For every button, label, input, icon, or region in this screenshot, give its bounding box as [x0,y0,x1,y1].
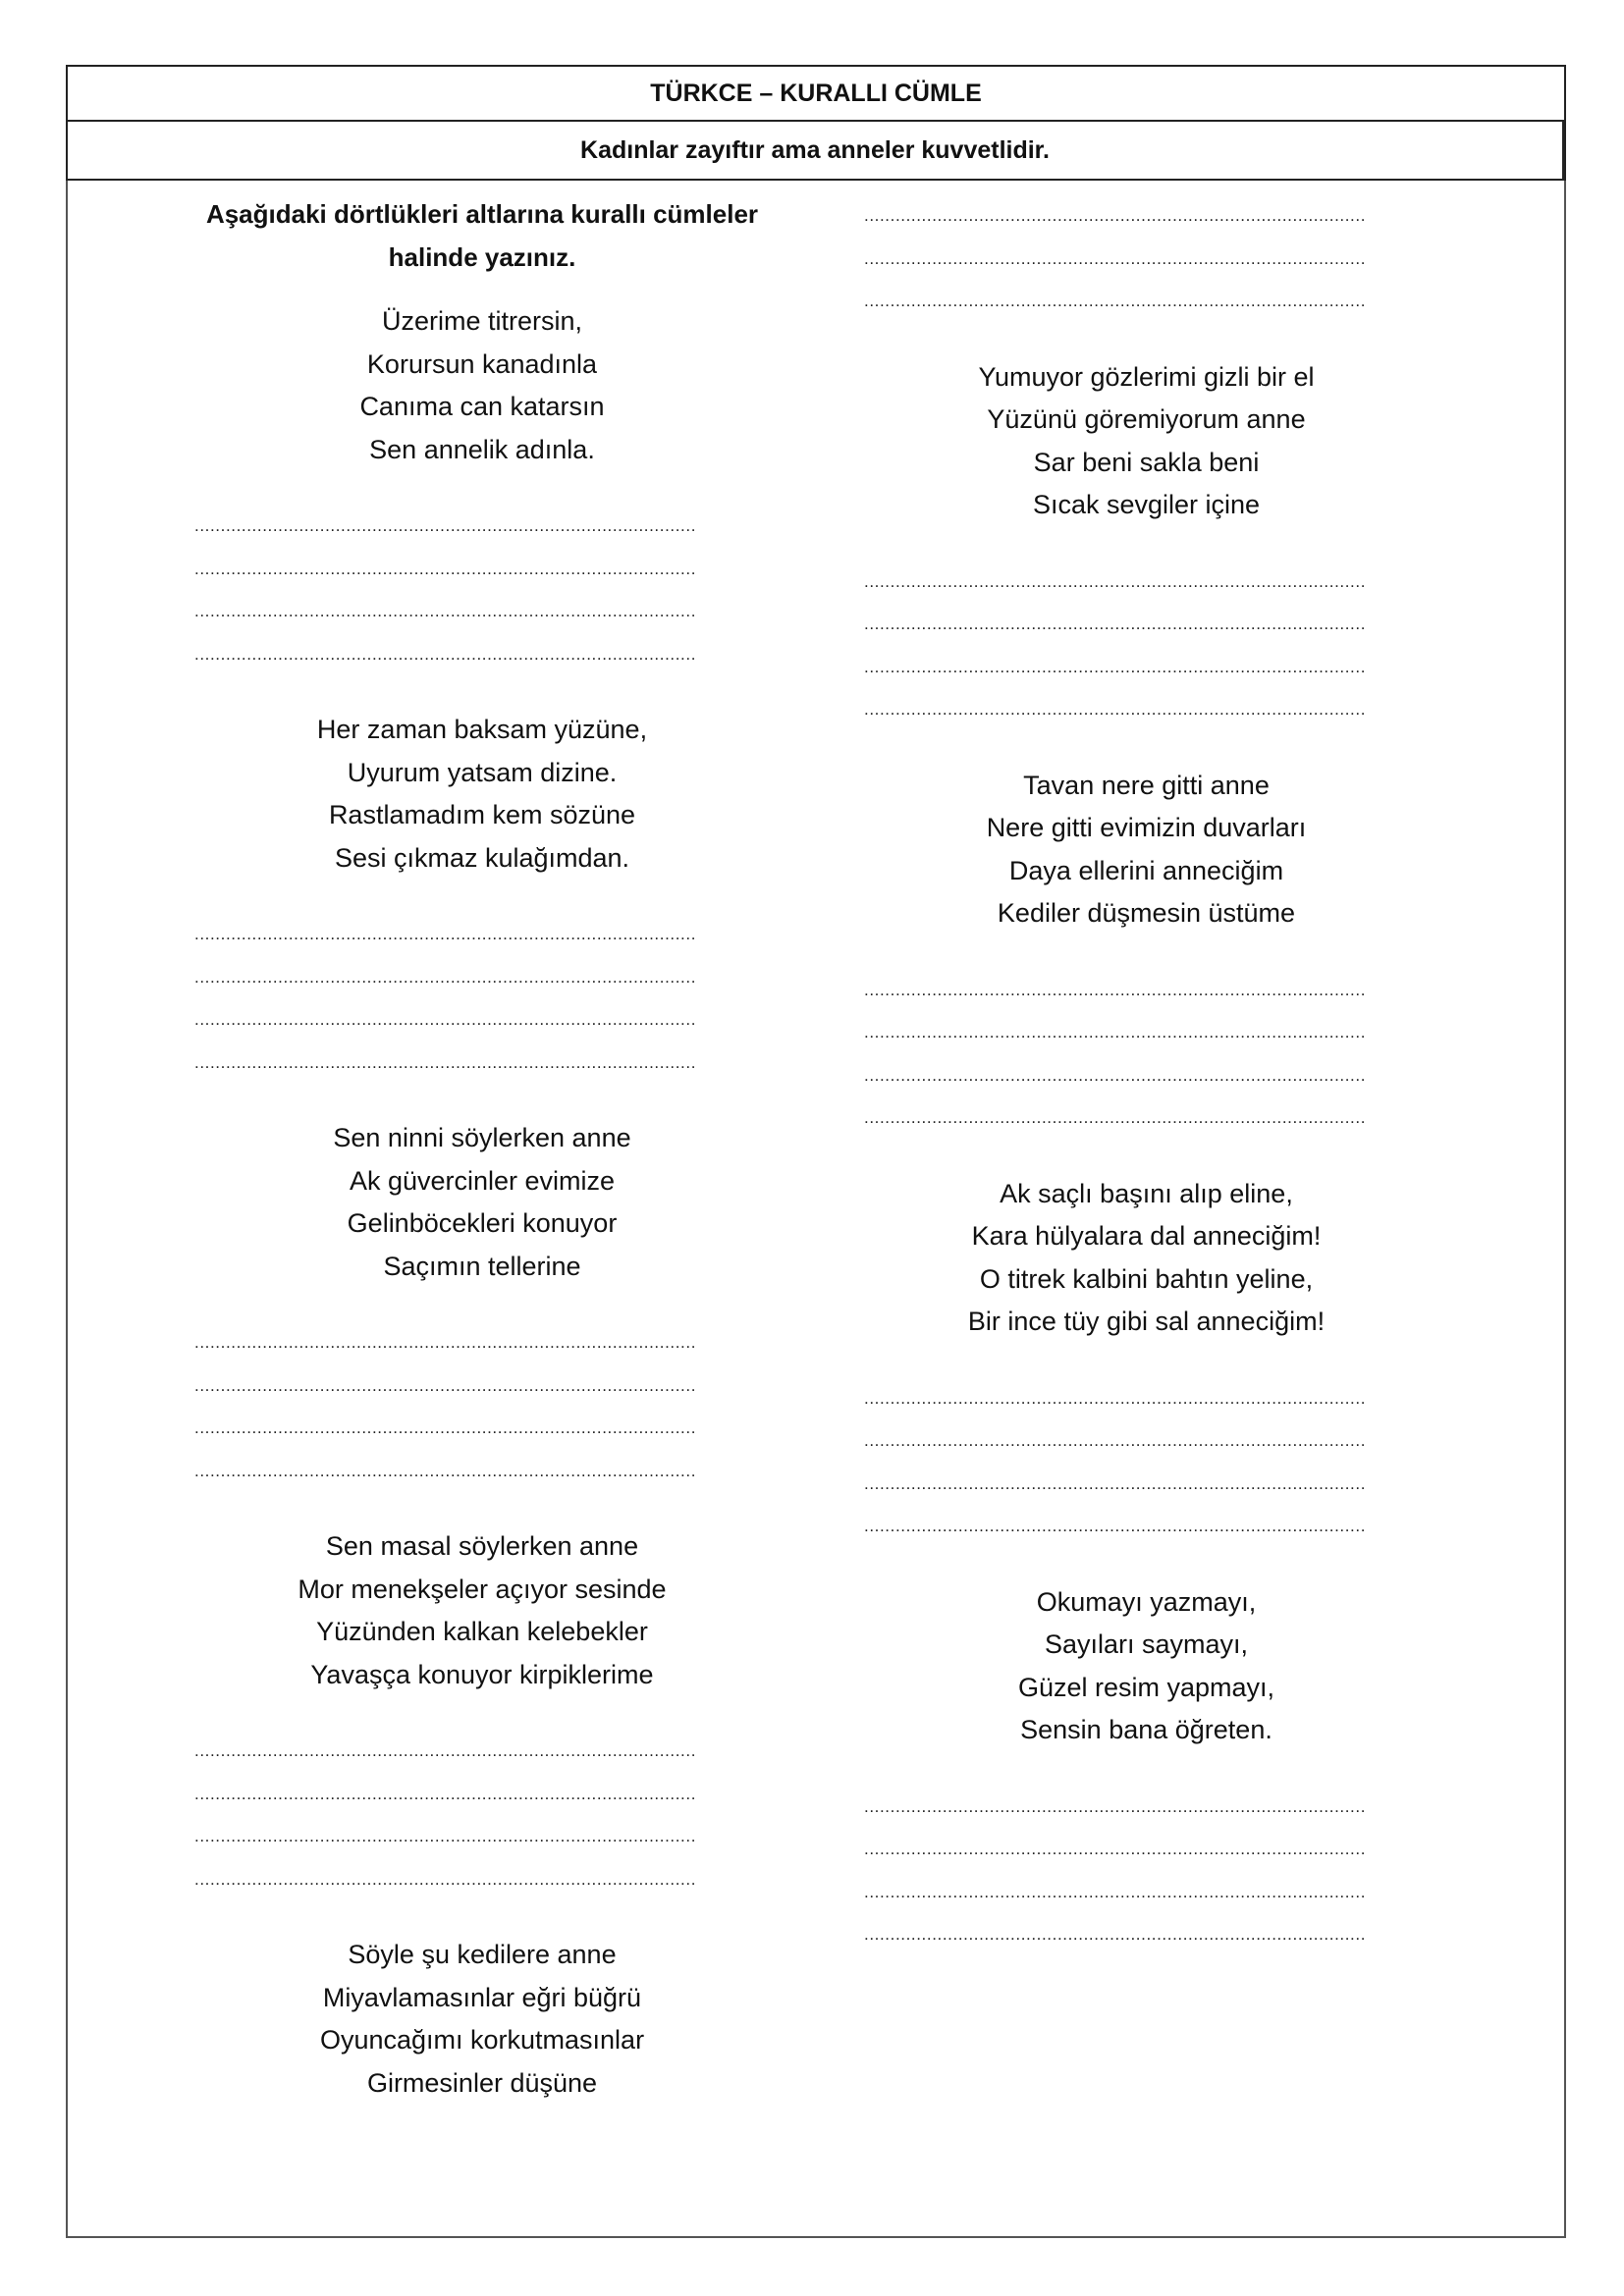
worksheet-title: TÜRKCE – KURALLI CÜMLE [66,65,1566,121]
answer-lines[interactable] [864,969,1429,1140]
poem-line: Sar beni sakla beni [1033,447,1260,477]
poem-line: Okumayı yazmayı, [1036,1586,1257,1617]
poem-line: Uyurum yatsam dizine. [347,757,618,787]
poem-line: Ak güvercinler evimize [349,1165,616,1196]
answer-line[interactable]: ................................................................................................ [194,559,697,578]
answer-line[interactable]: ................................................................................................ [194,925,697,943]
poem-line: Saçımın tellerine [383,1251,581,1281]
poem-left-1 [194,300,770,471]
poem-line: Güzel resim yapmayı, [1017,1672,1275,1702]
answer-lines[interactable] [864,1377,1429,1548]
answer-line[interactable]: ................................................................................................ [864,1925,1367,1944]
answer-line[interactable]: ................................................................................................ [864,1517,1367,1535]
answer-line[interactable]: ................................................................................................ [864,1108,1367,1127]
answer-lines[interactable] [194,505,770,675]
answer-line[interactable]: ................................................................................................ [194,1052,697,1072]
answer-line[interactable]: ................................................................................................ [864,700,1367,719]
poem-line: Bir ince tüy gibi sal anneciğim! [967,1307,1326,1336]
poem-left-3 [194,1117,770,1288]
poem-line: Yavaşça konuyor kirpiklerime [310,1659,654,1689]
answer-line[interactable]: ................................................................................................ [864,206,1367,225]
answer-line[interactable]: ................................................................................................ [194,1375,697,1395]
worksheet-subtitle: Kadınlar zayıftır ama anneler kuvvetlidir. [66,120,1566,181]
answer-line[interactable]: ................................................................................................ [864,1388,1367,1408]
answer-line[interactable]: ................................................................................................ [194,967,697,987]
poem-line: Mor menekşeler açıyor sesinde [298,1574,667,1604]
poem-line: Üzerime titrersin, [381,306,583,336]
answer-lines[interactable] [194,1321,770,1492]
poem-line: Her zaman baksam yüzüne, [316,715,648,744]
answer-lines[interactable] [194,913,770,1084]
poem-line: Sıcak sevgiler içine [1032,490,1261,519]
poem-line: Daya ellerini anneciğim [1008,855,1284,885]
instruction-line-1: Aşağıdaki dörtlükleri altlarına kurallı cümleler [205,199,759,229]
answer-line[interactable]: ................................................................................................ [864,1796,1367,1816]
poem-line: Gelinböcekleri konuyor [347,1208,618,1238]
answer-lines[interactable] [194,1730,770,1900]
poem-line: Sen annelik adınla. [369,434,595,464]
poem-line: Canıma can katarsın [359,392,605,421]
poem-line: Ak saçlı başını alıp eline, [1000,1178,1293,1208]
poem-line: Sensin bana öğreten. [1020,1715,1272,1744]
poem-line: Korursun kanadınla [366,348,598,379]
poem-line: Girmesinler düşüne [366,2067,598,2098]
poem-line: Sen masal söylerken anne [325,1531,639,1561]
right-column [864,194,1429,1956]
answer-line[interactable]: ................................................................................................ [194,1333,697,1352]
answer-line[interactable]: ................................................................................................ [864,571,1367,591]
poem-line: Yumuyor gözlerimi gizli bir el [978,361,1315,392]
answer-line[interactable]: ................................................................................................ [864,980,1367,999]
poem-right-4 [864,1581,1429,1752]
poem-line: Tavan nere gitti anne [1023,770,1270,800]
poem-left-4 [194,1525,770,1696]
answer-line[interactable]: ................................................................................................ [194,1869,697,1889]
answer-line[interactable]: ................................................................................................ [864,292,1367,310]
poem-line: Kara hülyalara dal anneciğim! [971,1221,1322,1251]
answer-line[interactable]: ................................................................................................ [864,1882,1367,1901]
poem-line: Sayıları saymayı, [1044,1629,1249,1659]
answer-line[interactable]: ................................................................................................ [864,1065,1367,1085]
answer-line[interactable]: ................................................................................................ [864,657,1367,676]
answer-line[interactable]: ................................................................................................ [194,1461,697,1480]
answer-line[interactable]: ................................................................................................ [194,1418,697,1437]
poem-line: Rastlamadım kem sözüne [328,800,636,829]
answer-line[interactable]: ................................................................................................ [194,1784,697,1803]
instruction-line-2: halinde yazınız. [388,242,576,272]
poem-right-1 [864,356,1429,527]
answer-line[interactable]: ................................................................................................ [194,1741,697,1760]
answer-line[interactable]: ................................................................................................ [194,1827,697,1845]
answer-line[interactable]: ................................................................................................ [864,1473,1367,1493]
answer-lines[interactable] [864,561,1429,731]
answer-line[interactable]: ................................................................................................ [194,1010,697,1029]
answer-line[interactable]: ................................................................................................ [864,1840,1367,1858]
poem-right-2 [864,765,1429,935]
answer-line[interactable]: ................................................................................................ [194,516,697,535]
left-column [194,192,770,2105]
poem-line: Miyavlamasınlar eğri büğrü [322,1982,642,2012]
answer-line[interactable]: ................................................................................................ [194,644,697,664]
poem-line: Oyuncağımı korkutmasınlar [319,2025,645,2055]
answer-line[interactable]: ................................................................................................ [864,1431,1367,1450]
poem-line: Söyle şu kedilere anne [348,1940,617,1969]
poem-line: Kediler düşmesin üstüme [997,898,1296,928]
poem-line: Yüzünden kalkan kelebekler [316,1617,648,1646]
poem-line: O titrek kalbini bahtın yeline, [979,1263,1314,1294]
answer-line[interactable]: ................................................................................................ [864,1023,1367,1041]
answer-line[interactable]: ................................................................................................ [864,614,1367,633]
answer-line[interactable]: ................................................................................................ [864,248,1367,268]
answer-lines[interactable] [864,194,1429,323]
poem-left-2 [194,709,770,880]
answer-line[interactable]: ................................................................................................ [194,602,697,620]
answer-lines[interactable] [864,1786,1429,1956]
poem-line: Nere gitti evimizin duvarları [986,813,1307,842]
poem-line: Sesi çıkmaz kulağımdan. [334,842,630,873]
poem-line: Yüzünü göremiyorum anne [987,404,1306,434]
poem-line: Sen ninni söylerken anne [333,1123,631,1152]
poem-left-5 [194,1934,770,2105]
poem-right-3 [864,1173,1429,1344]
